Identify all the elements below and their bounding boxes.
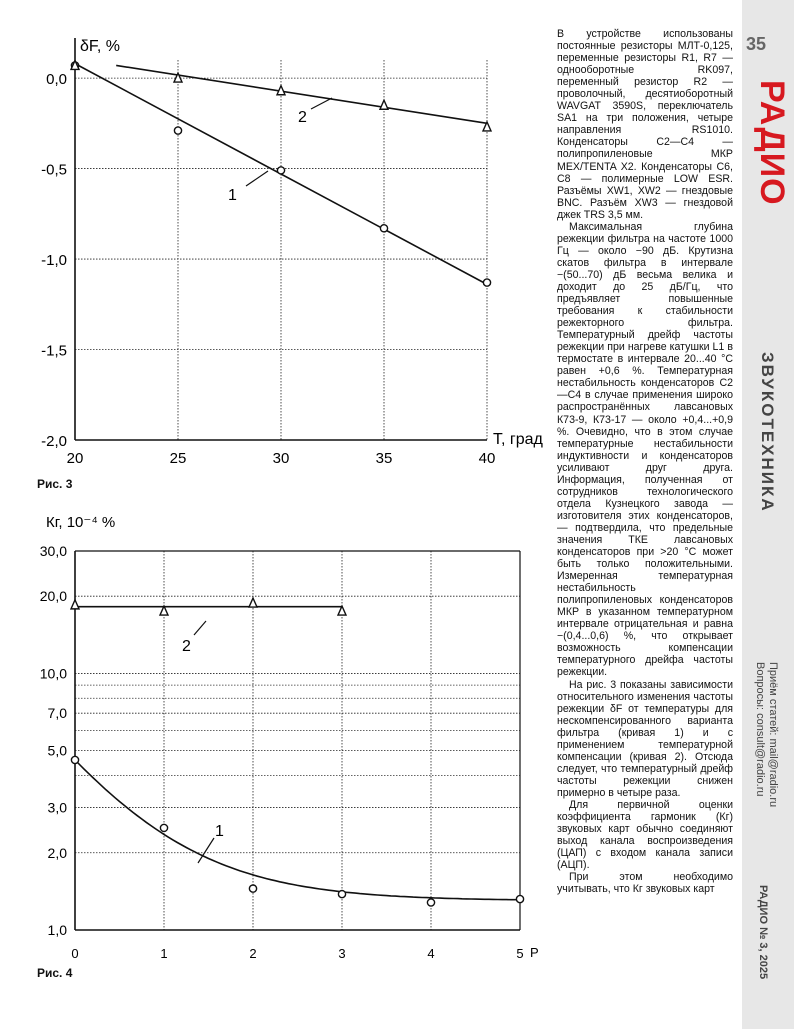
data-point-triangle: [380, 100, 388, 109]
callout-leader-2: [311, 98, 332, 109]
issue-label: РАДИО № 3, 2025: [757, 885, 769, 980]
data-point-circle: [338, 891, 345, 898]
series-1-label: 1: [228, 187, 237, 204]
y-axis-title: δF, %: [80, 38, 121, 55]
article-paragraph: В устройстве использованы постоянные резисторы МЛТ-0,125, переменные резисторы R1, R7 — однооборотные RK097, переменный резистор R2 — проволочный, десятиоборотный WAVGAT 3590S, переключатель SA1 на три положения, четыре направления RS1010. Конденсаторы С2—С4 — полипропиленовые МКР МЕХ/TENTA X2. Конденсаторы С6, С8 — полимерные LOW ESR. Разъёмы XW1, XW2 — гнездовые BNC. Разъём XW3 — гнездовой джек TRS 3,5 мм.: [557, 28, 733, 221]
magazine-logo: РАДИО: [753, 80, 791, 206]
x-tick-label: 3: [338, 946, 346, 961]
chart-fig3: [0, 30, 560, 500]
x-tick-label: 0: [71, 946, 79, 961]
fig3-caption: Рис. 3: [37, 477, 73, 491]
contacts: [753, 662, 779, 807]
data-point-circle: [483, 279, 490, 286]
y-tick-label: -2,0: [41, 433, 67, 450]
data-point-circle: [160, 824, 167, 831]
y-tick-label: 7,0: [47, 705, 67, 722]
article-paragraph: При этом необходимо учитывать, что Кг звуковых карт: [557, 871, 733, 896]
article-text: [557, 28, 733, 895]
data-point-circle: [516, 895, 523, 902]
data-point-circle: [71, 756, 78, 763]
x-tick-label: 4: [427, 946, 435, 961]
callout-leader-2: [194, 621, 206, 635]
series-2-label: 2: [182, 638, 191, 655]
y-tick-label: 5,0: [47, 742, 67, 759]
fig4-caption: Рис. 4: [37, 966, 73, 980]
y-axis-title: Кг, 10⁻⁴ %: [46, 514, 116, 531]
callout-leader-1: [246, 171, 268, 186]
data-point-triangle: [249, 598, 257, 607]
y-tick-label: 1,0: [47, 922, 67, 938]
data-point-circle: [427, 899, 434, 906]
contacts-articles: Приём статей: mail@radio.ru: [767, 662, 779, 808]
data-point-circle: [277, 167, 284, 174]
x-tick-label: 35: [375, 450, 393, 467]
x-tick-label: 1: [160, 946, 168, 961]
article-paragraph: На рис. 3 показаны зависимости относительного изменения частоты режекции δF от температуры для нескомпенсированного варианта фильтра (кривая 1) и с применением температурной компенсации (кривая 2). Отсюда следует, что температурный дрейф частоты режекции снижен примерно в четыре раза.: [557, 678, 733, 799]
x-tick-label: 2: [249, 946, 257, 961]
data-point-circle: [380, 225, 387, 232]
y-tick-label: 2,0: [47, 844, 67, 861]
x-axis-title: P: [530, 945, 539, 960]
x-tick-label: 30: [272, 450, 290, 467]
y-tick-label: 3,0: [47, 799, 67, 816]
y-tick-label: 20,0: [39, 588, 67, 605]
y-tick-label: -0,5: [41, 161, 67, 179]
y-tick-label: 10,0: [39, 665, 67, 682]
x-tick-label: 40: [478, 450, 496, 467]
x-tick-label: 25: [169, 450, 187, 467]
data-point-circle: [249, 885, 256, 892]
article-paragraph: Максимальная глубина режекции фильтра на частоте 1000 Гц — около −90 дБ. Крутизна скатов фильтра в интервале −(50...70) дБ весьма велика и доходит до 25 дБ/Гц, что предъявляет повышенные требования к стабильности режекторного фильтра. Температурный дрейф частоты режекции при нагреве катушки L1 в термостате в интервале 20...40 °C равен +0,6 %. Температурная нестабильность конденсаторов С2—С4 в случае применения широко распространённых лавсановых К73-9, К73-17 — около +0,4...+0,9 %. Очевидно, что в этом случае температурные нестабильности индуктивности и конденсаторов усиливают друг друга. Информация, полученная от сотрудников технологического отдела Кузнецкого завода — изготовителя этих конденсаторов, — подтвердила, что предельные значения ТКЕ лавсановых конденсаторов при >20 °C может быть только положительными. Измеренная температурная нестабильность полипропиленовых конденсаторов МКР в указанном температурном интервале отрицательная и равна −(0,4...0,6) %, что открывает возможность компенсации температурного дрейфа частоты режекции.: [557, 220, 733, 679]
series-2-label: 2: [298, 109, 307, 126]
chart-fig4: [0, 505, 560, 985]
y-tick-label: 0,0: [46, 71, 67, 89]
series-1-label: 1: [215, 823, 224, 840]
contacts-questions: Вопросы: consult@radio.ru: [754, 662, 766, 797]
article-paragraph: Для первичной оценки коэффициента гармоник (Кг) звуковых карт обычно соединяют выход канала воспроизведения (ЦАП) с входом канала записи (АЦП).: [557, 799, 733, 872]
y-tick-label: -1,0: [41, 252, 67, 270]
x-tick-label: 20: [66, 450, 84, 467]
data-point-circle: [174, 127, 181, 134]
x-axis-title: T, град: [493, 431, 543, 448]
series-1-curve: [75, 760, 520, 900]
y-tick-label: -1,5: [41, 342, 67, 360]
section-title: ЗВУКОТЕХНИКА: [758, 352, 777, 513]
y-tick-label: 30,0: [39, 543, 67, 559]
data-point-triangle: [71, 600, 79, 609]
page-number: 35: [746, 34, 767, 54]
x-tick-label: 5: [516, 946, 524, 961]
